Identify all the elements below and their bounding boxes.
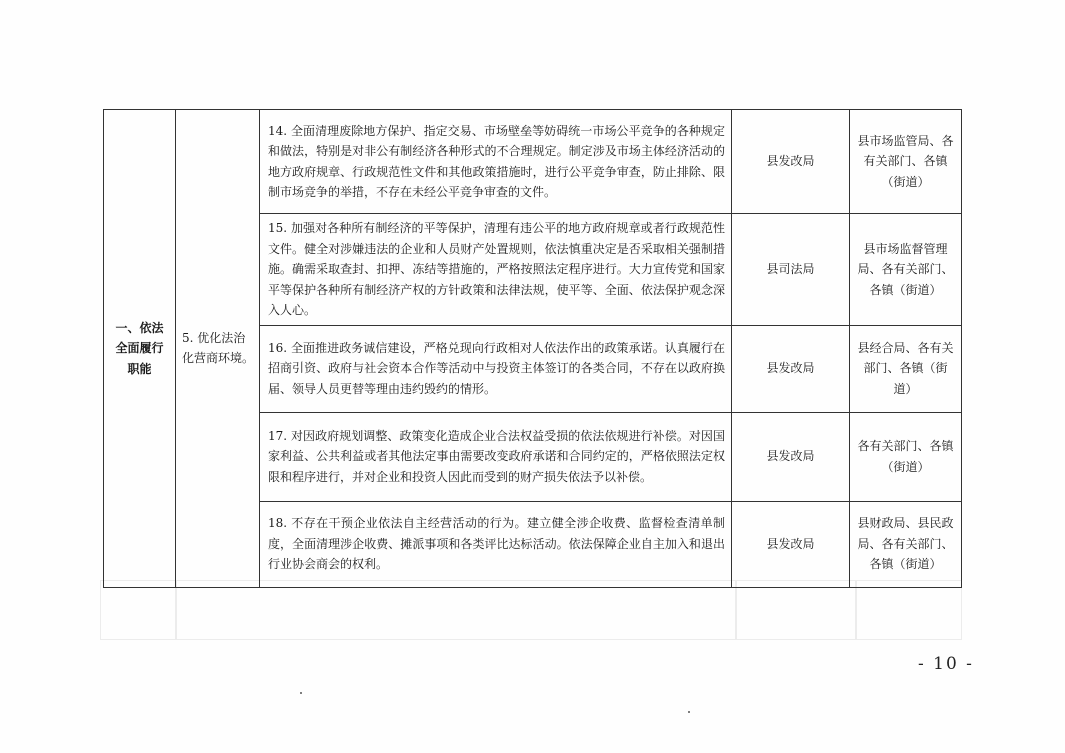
lead-unit-cell: 县发改局	[732, 501, 850, 587]
scan-speck	[300, 692, 302, 694]
bleed-through-ghost-table	[100, 580, 962, 640]
lead-unit-cell: 县发改局	[732, 110, 850, 214]
category-line: 全面履行	[115, 341, 164, 355]
responsible-unit-cell: 县市场监督管理局、各有关部门、各镇（街道）	[850, 214, 962, 326]
responsible-unit-cell: 县市场监管局、各有关部门、各镇（街道）	[850, 110, 962, 214]
task-table	[103, 109, 962, 588]
scan-speck	[688, 711, 690, 713]
category-line: 一、依法	[115, 320, 164, 335]
lead-unit-cell: 县发改局	[732, 325, 850, 412]
category-line: 职能	[127, 361, 152, 376]
responsible-unit-cell: 县财政局、县民政局、各有关部门、各镇（街道）	[850, 501, 962, 587]
lead-unit-cell: 县司法局	[732, 214, 850, 326]
item-cell: 17. 对因政府规划调整、政策变化造成企业合法权益受损的依法依规进行补偿。对因国家利益、公共利益或者其他法定事由需要改变政府承诺和合同约定的，严格依照法定权限和程序进行，并对企业和投资人因此而受到的财产损失依法予以补偿。	[260, 412, 732, 501]
page-number: - 10 -	[918, 654, 974, 674]
subcategory-text: 5. 优化法治化营商环境。	[182, 330, 255, 366]
responsible-unit-cell: 各有关部门、各镇（街道）	[850, 412, 962, 501]
category-cell	[104, 110, 176, 588]
responsible-unit-cell: 县经合局、各有关部门、各镇（街道）	[850, 325, 962, 412]
lead-unit-cell: 县发改局	[732, 412, 850, 501]
item-cell: 18. 不存在干预企业依法自主经营活动的行为。建立健全涉企收费、监督检查清单制度，全面清理涉企收费、摊派事项和各类评比达标活动。依法保障企业自主加入和退出行业协会商会的权利。	[260, 501, 732, 587]
item-cell: 16. 全面推进政务诚信建设，严格兑现向行政相对人依法作出的政策承诺。认真履行在招商引资、政府与社会资本合作等活动中与投资主体签订的各类合同，不存在以政府换届、领导人员更替等理由违约毁约的情形。	[260, 325, 732, 412]
bleed-through-ghost-divider	[735, 580, 737, 640]
subcategory-cell	[176, 110, 260, 588]
item-cell: 15. 加强对各种所有制经济的平等保护，清理有违公平的地方政府规章或者行政规范性文件。健全对涉嫌违法的企业和人员财产处置规则，依法慎重决定是否采取相关强制措施。确需采取查封、扣押、冻结等措施的，严格按照法定程序进行。大力宣传党和国家平等保护各种所有制经济产权的方针政策和法律法规，使平等、全面、依法保护观念深入人心。	[260, 214, 732, 326]
item-cell: 14. 全面清理废除地方保护、指定交易、市场壁垒等妨碍统一市场公平竞争的各种规定和做法，特别是对非公有制经济各种形式的不合理规定。制定涉及市场主体经济活动的地方政府规章、行政规范性文件和其他政策措施时，进行公平竞争审查，防止排除、限制市场竞争的举措，不存在未经公平竞争审查的文件。	[260, 110, 732, 214]
bleed-through-ghost-divider	[855, 580, 857, 640]
table-row	[104, 110, 962, 214]
bleed-through-ghost-divider	[175, 580, 177, 640]
